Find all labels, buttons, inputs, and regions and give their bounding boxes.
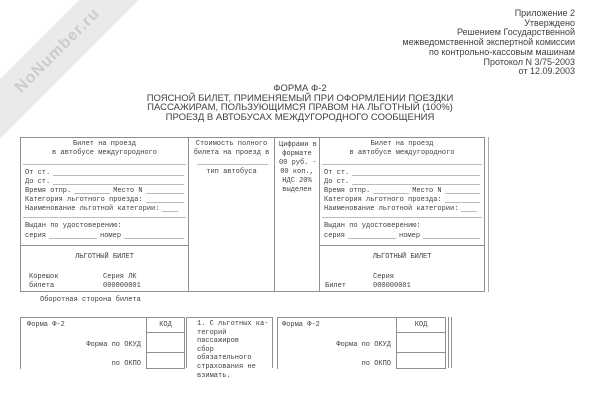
number-label: номер [100, 232, 122, 240]
blank-underline [53, 168, 184, 176]
ticket-header: Билет на проезд [370, 140, 434, 148]
to-station-label: До ст. [25, 178, 51, 186]
from-station-row [324, 168, 480, 177]
approval-line: Утверждено [524, 17, 575, 28]
benefit-ticket-heading: ЛЬГОТНЫЙ БИЛЕТ [372, 253, 432, 261]
fill-line [322, 217, 482, 218]
from-station-label: От ст. [25, 169, 51, 177]
time-seat-row [25, 186, 184, 195]
bus-type-label: тип автобуса [206, 168, 257, 176]
form-title-line: ФОРМА Ф-2 [273, 83, 327, 94]
form-title-line: ПАССАЖИРАМ, ПОЛЬЗУЮЩИМСЯ ПРАВОМ НА ЛЬГОТНЫЙ (100%) [147, 102, 453, 114]
blank-underline [445, 186, 480, 194]
cost-column [189, 138, 275, 291]
approval-block [402, 9, 575, 77]
blank-underline [49, 231, 97, 239]
blank-underline [373, 186, 409, 194]
fill-line [197, 164, 268, 165]
okpo-label: по ОКПО [111, 360, 141, 368]
digits-line: Цифрами в [279, 141, 317, 149]
fill-line [23, 164, 186, 165]
cut-edge-line [488, 137, 489, 292]
series-label: серия [324, 232, 346, 240]
category-name-row [324, 204, 480, 213]
category-label: Категория льготного проезда: [25, 196, 143, 204]
blank-underline [53, 177, 184, 185]
note-line: 1. С льготных ка- [197, 320, 269, 328]
blank-underline [461, 204, 477, 212]
code-header: КОД [147, 318, 184, 333]
ticket-column [320, 138, 484, 291]
digits-line: выделен [282, 186, 312, 194]
category-row [25, 195, 184, 204]
back-stub-table [20, 317, 185, 369]
series-number-row [25, 231, 184, 240]
digits-column [275, 138, 320, 291]
approval-line: Протокол N 3/75-2003 [483, 56, 575, 67]
benefit-ticket-heading: ЛЬГОТНЫЙ БИЛЕТ [75, 253, 134, 261]
blank-underline [124, 231, 184, 239]
note-line: сбор обязательного [197, 345, 252, 363]
ticket-word: Билет [325, 282, 347, 290]
ticket-number: 000000001 [373, 282, 411, 290]
note-line: взимать. [197, 371, 231, 380]
form-title [0, 84, 600, 122]
watermark: NoNumber.ru [0, 0, 158, 151]
code-box-column [396, 318, 445, 369]
approval-line: межведомственной экспертной комиссии [402, 37, 575, 48]
approval-line: Приложение 2 [514, 8, 575, 18]
to-station-row [25, 177, 184, 186]
fill-line [23, 217, 186, 218]
form-name-label: Форма Ф-2 [27, 321, 65, 329]
category-row [324, 195, 480, 204]
stub-header: в автобусе междугородного [51, 149, 158, 157]
blank-underline [74, 186, 110, 194]
okud-label: Форма по ОКУД [86, 341, 141, 349]
form-title-line: ПОЯСНОЙ БИЛЕТ, ПРИМЕНЯЕМЫЙ ПРИ ОФОРМЛЕНИИ ПОЕЗДКИ [146, 92, 454, 104]
category-name-row [25, 204, 184, 213]
ticket-series-value: Серия [373, 273, 395, 281]
blank-underline [348, 231, 396, 239]
issued-by-label: Выдан по удостоверению: [25, 222, 122, 230]
form-name-label: Форма Ф-2 [282, 321, 320, 329]
digits-line: 00 руб. - [279, 159, 317, 167]
ticket-form-table [20, 137, 485, 292]
seat-label: Место N [412, 187, 442, 195]
back-ticket-table [277, 317, 446, 369]
approval-line: по контрольно-кассовым машинам [428, 46, 575, 57]
number-label: номер [399, 232, 421, 240]
cost-header: Стоимость полного [195, 140, 268, 148]
form-title-line: ПРОЕЗД В АВТОБУСАХ МЕЖДУГОРОДНОГО СООБЩЕНИЯ [165, 111, 435, 123]
cut-edge-line [448, 317, 449, 368]
category-name-label: Наименование льготной категории: [324, 205, 459, 213]
to-station-label: До ст. [324, 178, 350, 186]
seat-label: Место N [113, 187, 143, 195]
ticket-header: в автобусе междугородного [349, 149, 455, 157]
section-divider [320, 245, 484, 246]
blank-underline [423, 231, 480, 239]
blank-underline [146, 195, 184, 203]
to-station-row [324, 177, 480, 186]
okud-label: Форма по ОКУД [336, 341, 391, 349]
stub-series-value: Серия ЛК [103, 273, 137, 281]
stub-word: билета [29, 282, 55, 290]
digits-line: формате [282, 150, 312, 158]
cost-header: билета на проезд в [193, 149, 270, 157]
blank-underline [352, 177, 480, 185]
blank-underline [352, 168, 480, 176]
blank-underline [146, 186, 184, 194]
stub-word: Корешок [29, 273, 59, 281]
fill-line [322, 164, 482, 165]
okud-code-cell [147, 333, 184, 353]
digits-line: 00 коп., [280, 168, 314, 176]
okpo-label: по ОКПО [361, 360, 391, 368]
approval-line: от 12.09.2003 [518, 66, 575, 77]
from-station-row [25, 168, 184, 177]
back-note [186, 317, 273, 380]
blank-underline [445, 195, 480, 203]
cut-edge-line [451, 317, 452, 368]
series-label: серия [25, 232, 47, 240]
stub-header: Билет на проезд [72, 140, 136, 148]
approval-line: Решением Государственной [456, 27, 575, 38]
from-station-label: От ст. [324, 169, 350, 177]
section-divider [21, 245, 188, 246]
note-line: страхования не [197, 362, 256, 371]
note-line: тегорий пассажиров [197, 328, 240, 346]
time-seat-row [324, 186, 480, 195]
departure-time-label: Время отпр. [25, 187, 72, 195]
stub-ticket-number: 000000001 [103, 282, 141, 290]
code-header: КОД [397, 318, 445, 333]
code-box-column [146, 318, 184, 369]
digits-line: НДС 20% [282, 177, 312, 185]
category-label: Категория льготного проезда: [324, 196, 442, 204]
okud-code-cell [397, 333, 445, 353]
category-name-label: Наименование льготной категории: [25, 205, 160, 213]
issued-by-label: Выдан по удостоверению: [324, 222, 421, 230]
blank-underline [162, 204, 178, 212]
back-side-label: Оборотная сторона билета [40, 296, 141, 304]
series-number-row [324, 231, 480, 240]
departure-time-label: Время отпр. [324, 187, 371, 195]
stub-column [21, 138, 189, 291]
